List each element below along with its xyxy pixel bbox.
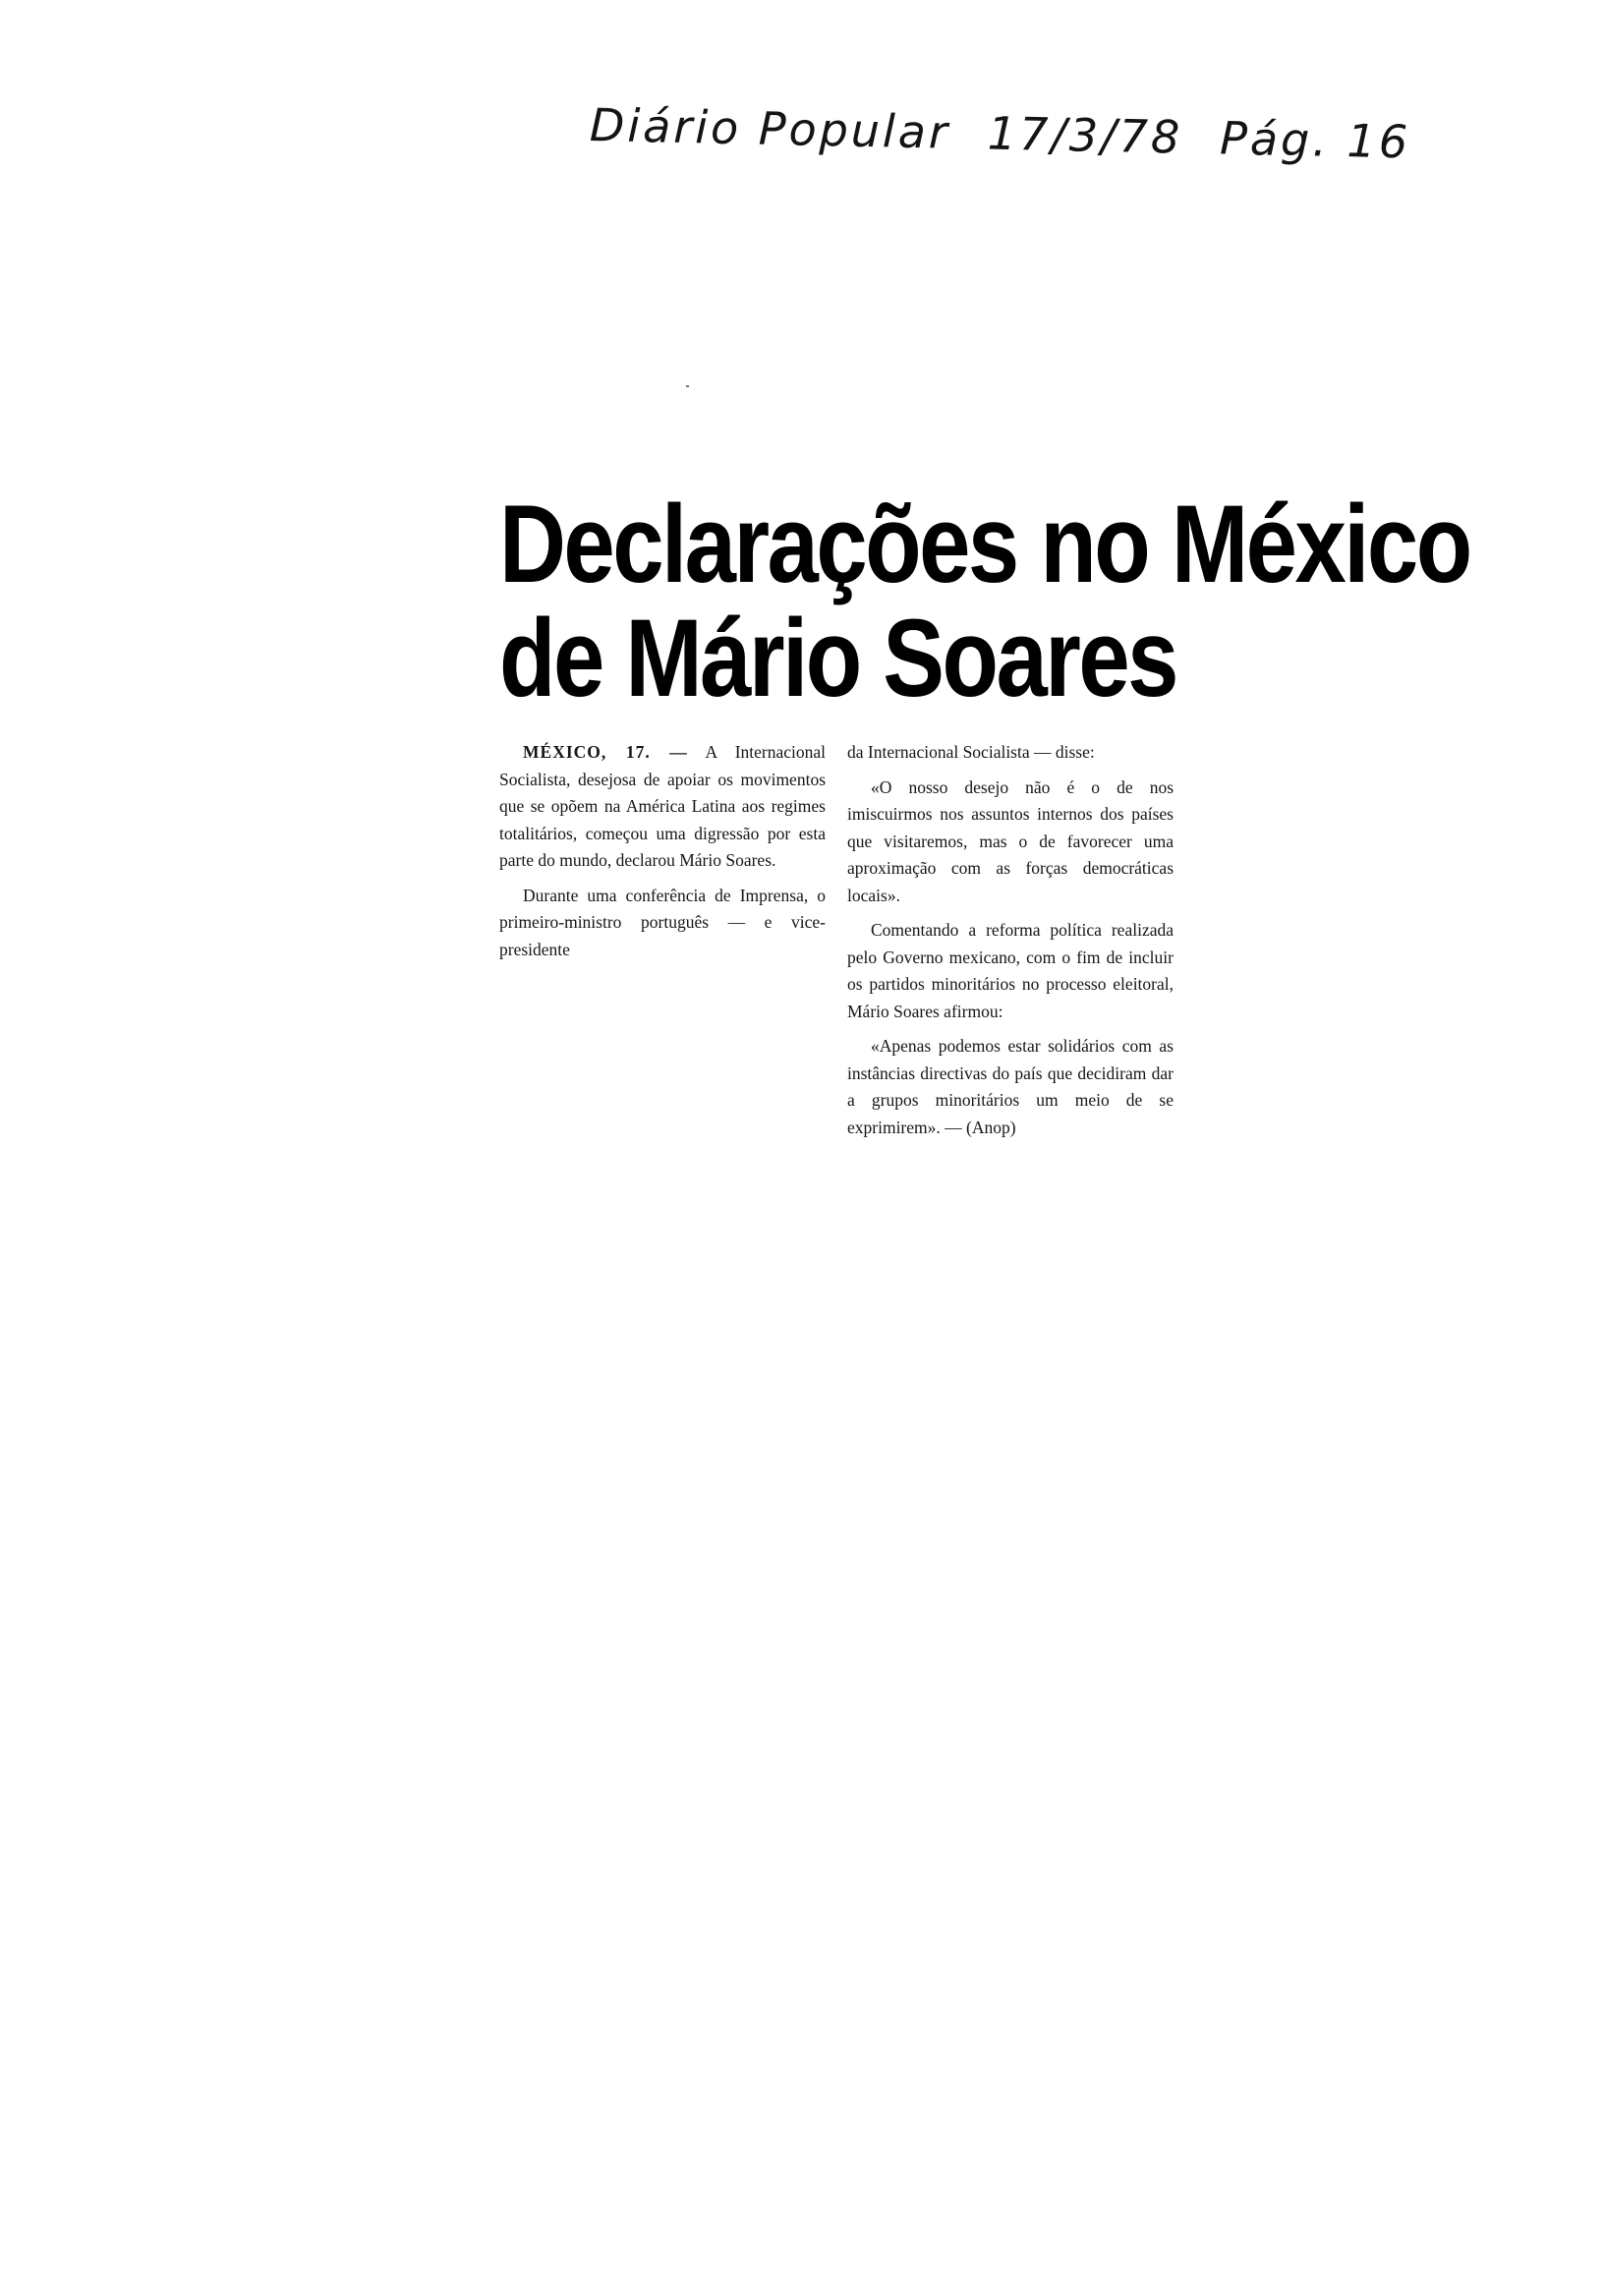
paragraph: Durante uma conferência de Imprensa, o primeiro-ministro português — e vice-presidente — [499, 885, 826, 959]
paragraph — [499, 739, 826, 875]
paragraph: «Apenas podemos estar solidários com as instâncias directivas do país que decidiram dar a grupos minoritários um meio de se exprimirem». — (Anop) — [847, 1036, 1174, 1137]
scan-speck — [686, 385, 689, 387]
paragraph: Comentando a reforma política realizada pelo Governo mexicano, com o fim de incluir os partidos minoritários no processo eleitoral, Mário Soares afirmou: — [847, 920, 1174, 1021]
paragraph-text: A Internacional Socialista, desejosa de apoiar os movimentos que se opõem na América Latina aos regimes totalitários, começou uma digressão por esta parte do mundo, declarou Mário Soares. — [499, 742, 827, 870]
article-body — [499, 739, 1187, 1149]
annotation-source: Diário Popular — [589, 98, 951, 159]
article-headline — [499, 483, 1470, 719]
headline-line-2: de Mário Soares — [499, 597, 1176, 719]
article-column-1 — [499, 739, 826, 1149]
headline-line-1: Declarações no México — [499, 483, 1470, 605]
paragraph: «O nosso desejo não é o de nos imiscuirmos nos assuntos internos dos países que visitaremos, mas o de favorecer uma aproximação com as forças democráticas locais». — [847, 776, 1174, 905]
annotation-date: 17/3/78 — [987, 106, 1183, 164]
newspaper-clipping — [499, 483, 1470, 1149]
annotation-page: Pág. 16 — [1219, 111, 1411, 169]
handwritten-annotation — [589, 98, 1573, 172]
paragraph: da Internacional Socialista — disse: — [847, 742, 1095, 762]
article-column-2 — [847, 739, 1174, 1149]
dateline: MÉXICO, 17. — — [523, 742, 688, 762]
